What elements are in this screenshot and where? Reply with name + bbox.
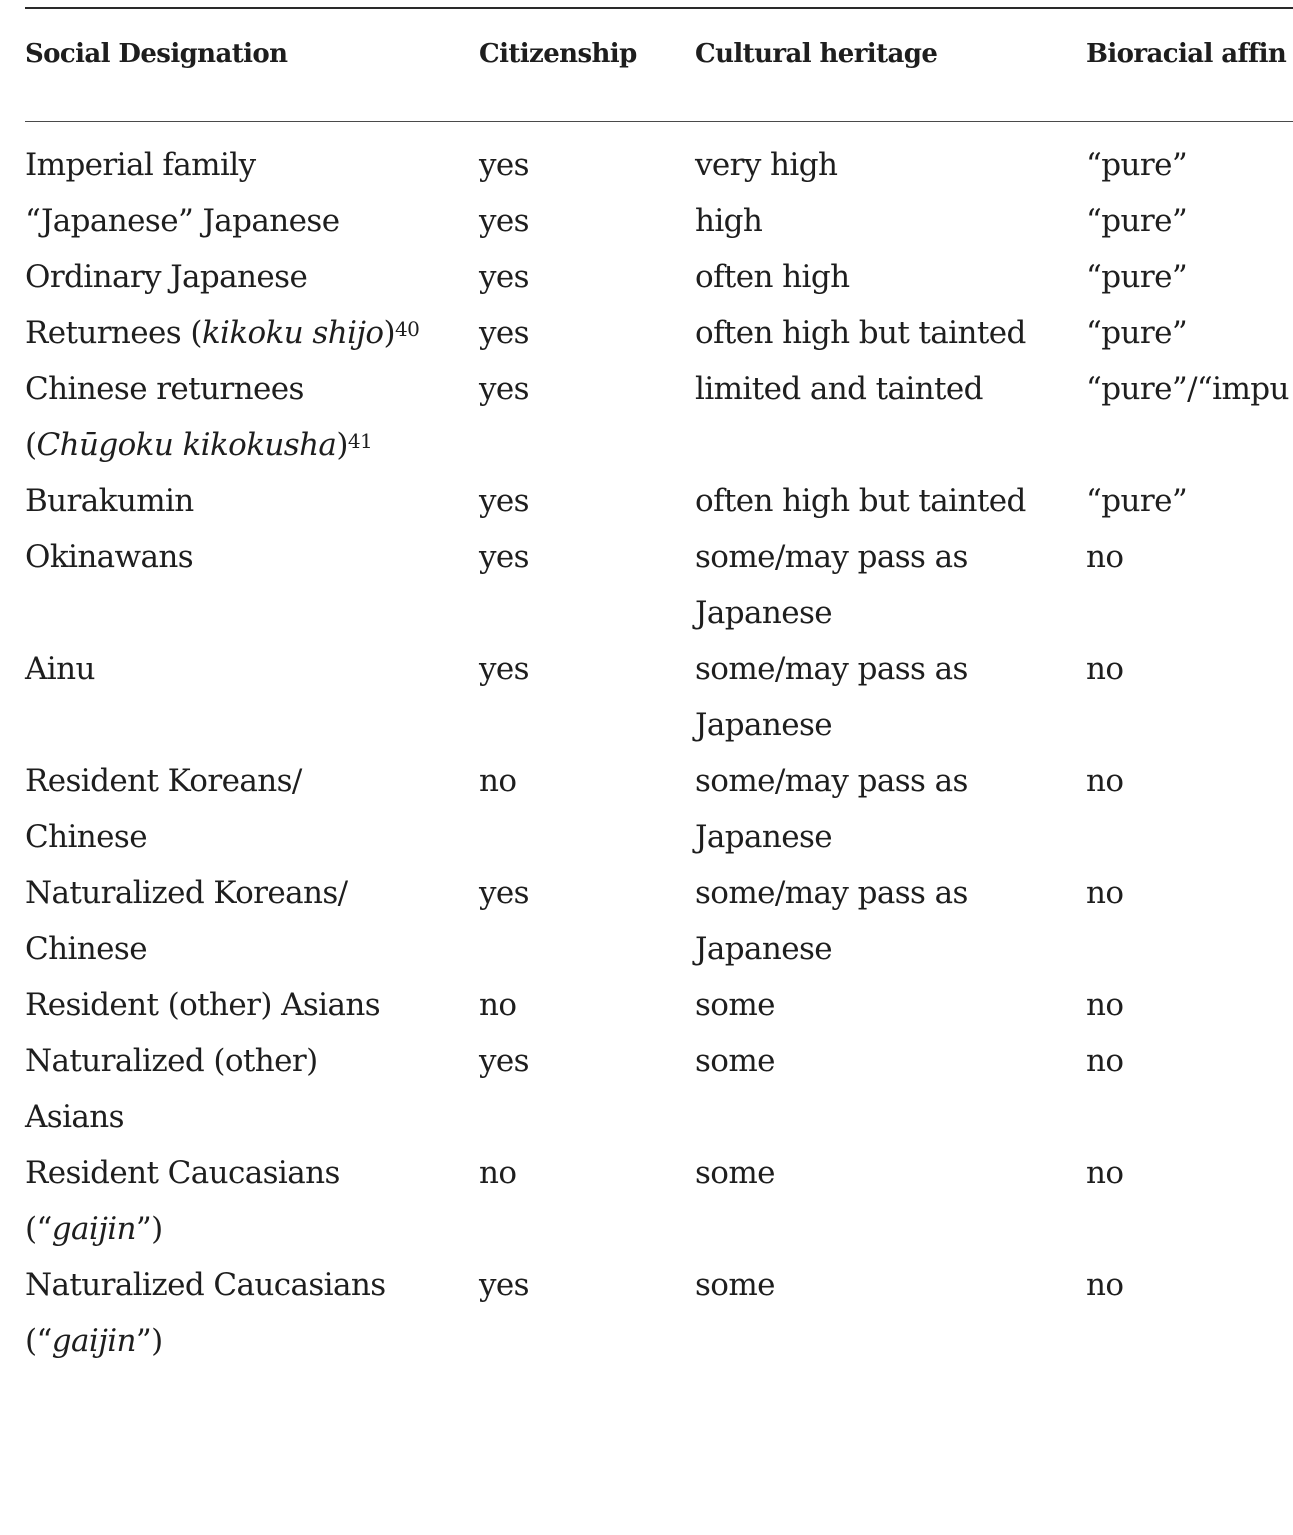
heritage-line: some/may pass as: [695, 763, 968, 799]
designation-line: Okinawans: [25, 539, 194, 575]
cell-citizenship: yes: [479, 1043, 529, 1079]
heritage-line: some/may pass as: [695, 539, 968, 575]
designation-text: ): [336, 427, 348, 463]
designation-line: [25, 1201, 465, 1257]
table-row: [25, 361, 1293, 473]
cell-bioracial-affinity: no: [1086, 875, 1124, 911]
table-header-rule: [25, 121, 1293, 122]
heritage-line: some: [695, 1267, 775, 1303]
cell-bioracial-affinity: no: [1086, 763, 1124, 799]
cell-bioracial-affinity: no: [1086, 539, 1124, 575]
cell-citizenship: yes: [479, 1267, 529, 1303]
heritage-line: some/may pass as: [695, 651, 968, 687]
cell-bioracial-affinity: no: [1086, 651, 1124, 687]
heritage-line: often high: [695, 259, 850, 295]
designation-text: (“: [25, 1211, 52, 1247]
designation-line: [25, 1313, 465, 1369]
cell-social-designation: [25, 641, 465, 697]
table-row: [25, 1257, 1293, 1369]
cell-bioracial-affinity: no: [1086, 987, 1124, 1023]
cell-citizenship: yes: [479, 147, 529, 183]
cell-bioracial-affinity: “pure”/“impu: [1086, 371, 1289, 407]
cell-citizenship: yes: [479, 315, 529, 351]
cell-cultural-heritage: [695, 865, 1067, 977]
cell-cultural-heritage: [695, 305, 1067, 361]
designation-line: Asians: [25, 1099, 124, 1135]
designation-line: [25, 305, 465, 361]
cell-citizenship: yes: [479, 651, 529, 687]
heritage-line: some/may pass as: [695, 875, 968, 911]
designation-line: Naturalized (other): [25, 1043, 318, 1079]
designation-italic-term: gaijin: [51, 1323, 136, 1359]
cell-bioracial-affinity: no: [1086, 1043, 1124, 1079]
heritage-line: often high but tainted: [695, 483, 1026, 519]
designation-text: ”): [135, 1323, 163, 1359]
heritage-line: Japanese: [695, 595, 833, 631]
table-row: [25, 305, 1293, 361]
heritage-line: some: [695, 987, 775, 1023]
cell-cultural-heritage: [695, 193, 1067, 249]
table-row: [25, 137, 1293, 193]
designation-line: Naturalized Caucasians: [25, 1267, 386, 1303]
header-citizenship: Citizenship: [479, 39, 637, 69]
cell-social-designation: [25, 193, 465, 249]
header-bioracial-affinity: Bioracial affin: [1086, 39, 1287, 69]
designation-line: Chinese: [25, 819, 147, 855]
header-social-designation: Social Designation: [25, 39, 288, 69]
heritage-line: very high: [695, 147, 838, 183]
heritage-line: often high but tainted: [695, 315, 1026, 351]
designation-line: Ainu: [25, 651, 95, 687]
cell-cultural-heritage: [695, 1257, 1067, 1313]
cell-citizenship: yes: [479, 203, 529, 239]
cell-social-designation: [25, 753, 465, 865]
cell-cultural-heritage: [695, 1145, 1067, 1201]
designation-italic-term: Chūgoku kikokusha: [36, 427, 337, 463]
heritage-line: some: [695, 1043, 775, 1079]
cell-social-designation: [25, 977, 465, 1033]
cell-cultural-heritage: [695, 137, 1067, 193]
cell-bioracial-affinity: “pure”: [1086, 315, 1188, 351]
cell-citizenship: yes: [479, 371, 529, 407]
table-row: [25, 1145, 1293, 1257]
heritage-line: some: [695, 1155, 775, 1191]
designation-line: Imperial family: [25, 147, 256, 183]
designation-text: ”): [135, 1211, 163, 1247]
designation-line: Chinese returnees: [25, 371, 304, 407]
cell-bioracial-affinity: no: [1086, 1267, 1124, 1303]
table-body: [25, 137, 1293, 1369]
table-row: [25, 641, 1293, 753]
cell-cultural-heritage: [695, 529, 1067, 641]
cell-citizenship: no: [479, 763, 517, 799]
cell-bioracial-affinity: no: [1086, 1155, 1124, 1191]
table-row: [25, 249, 1293, 305]
designation-text: Returnees (: [25, 315, 202, 351]
designation-line: [25, 417, 465, 473]
designation-line: Resident Koreans/: [25, 763, 302, 799]
cell-citizenship: yes: [479, 539, 529, 575]
cell-social-designation: [25, 305, 465, 361]
designation-text: (“: [25, 1323, 52, 1359]
cell-cultural-heritage: [695, 641, 1067, 753]
designation-line: “Japanese” Japanese: [25, 203, 340, 239]
table-header-row: [25, 0, 1293, 110]
designation-text: ): [383, 315, 395, 351]
cell-social-designation: [25, 137, 465, 193]
cell-bioracial-affinity: “pure”: [1086, 203, 1188, 239]
cell-social-designation: [25, 529, 465, 585]
heritage-line: Japanese: [695, 707, 833, 743]
cell-social-designation: [25, 473, 465, 529]
cell-cultural-heritage: [695, 753, 1067, 865]
footnote-marker: 41: [347, 429, 373, 453]
table-row: [25, 473, 1293, 529]
designation-line: Chinese: [25, 931, 147, 967]
cell-cultural-heritage: [695, 249, 1067, 305]
designation-text: (: [25, 427, 37, 463]
heritage-line: high: [695, 203, 763, 239]
cell-social-designation: [25, 361, 465, 473]
cell-citizenship: yes: [479, 259, 529, 295]
designation-line: Ordinary Japanese: [25, 259, 308, 295]
table-row: [25, 1033, 1293, 1145]
table-row: [25, 865, 1293, 977]
designation-line: Resident Caucasians: [25, 1155, 340, 1191]
designation-italic-term: kikoku shijo: [201, 315, 384, 351]
table-row: [25, 529, 1293, 641]
designation-line: Naturalized Koreans/: [25, 875, 348, 911]
designation-line: Burakumin: [25, 483, 194, 519]
cell-social-designation: [25, 1145, 465, 1257]
cell-cultural-heritage: [695, 473, 1067, 529]
cell-social-designation: [25, 1257, 465, 1369]
designation-line: Resident (other) Asians: [25, 987, 381, 1023]
table-row: [25, 753, 1293, 865]
cell-cultural-heritage: [695, 977, 1067, 1033]
heritage-line: limited and tainted: [695, 371, 983, 407]
cell-citizenship: no: [479, 1155, 517, 1191]
cell-social-designation: [25, 1033, 465, 1145]
table-row: [25, 977, 1293, 1033]
cell-cultural-heritage: [695, 361, 1067, 417]
designation-italic-term: gaijin: [51, 1211, 136, 1247]
cell-social-designation: [25, 249, 465, 305]
cell-social-designation: [25, 865, 465, 977]
cell-citizenship: yes: [479, 875, 529, 911]
cell-bioracial-affinity: “pure”: [1086, 483, 1188, 519]
header-cultural-heritage: Cultural heritage: [695, 39, 938, 69]
table-row: [25, 193, 1293, 249]
cell-citizenship: yes: [479, 483, 529, 519]
cell-cultural-heritage: [695, 1033, 1067, 1089]
cell-bioracial-affinity: “pure”: [1086, 259, 1188, 295]
heritage-line: Japanese: [695, 819, 833, 855]
cell-bioracial-affinity: “pure”: [1086, 147, 1188, 183]
cell-citizenship: no: [479, 987, 517, 1023]
footnote-marker: 40: [394, 317, 420, 341]
heritage-line: Japanese: [695, 931, 833, 967]
